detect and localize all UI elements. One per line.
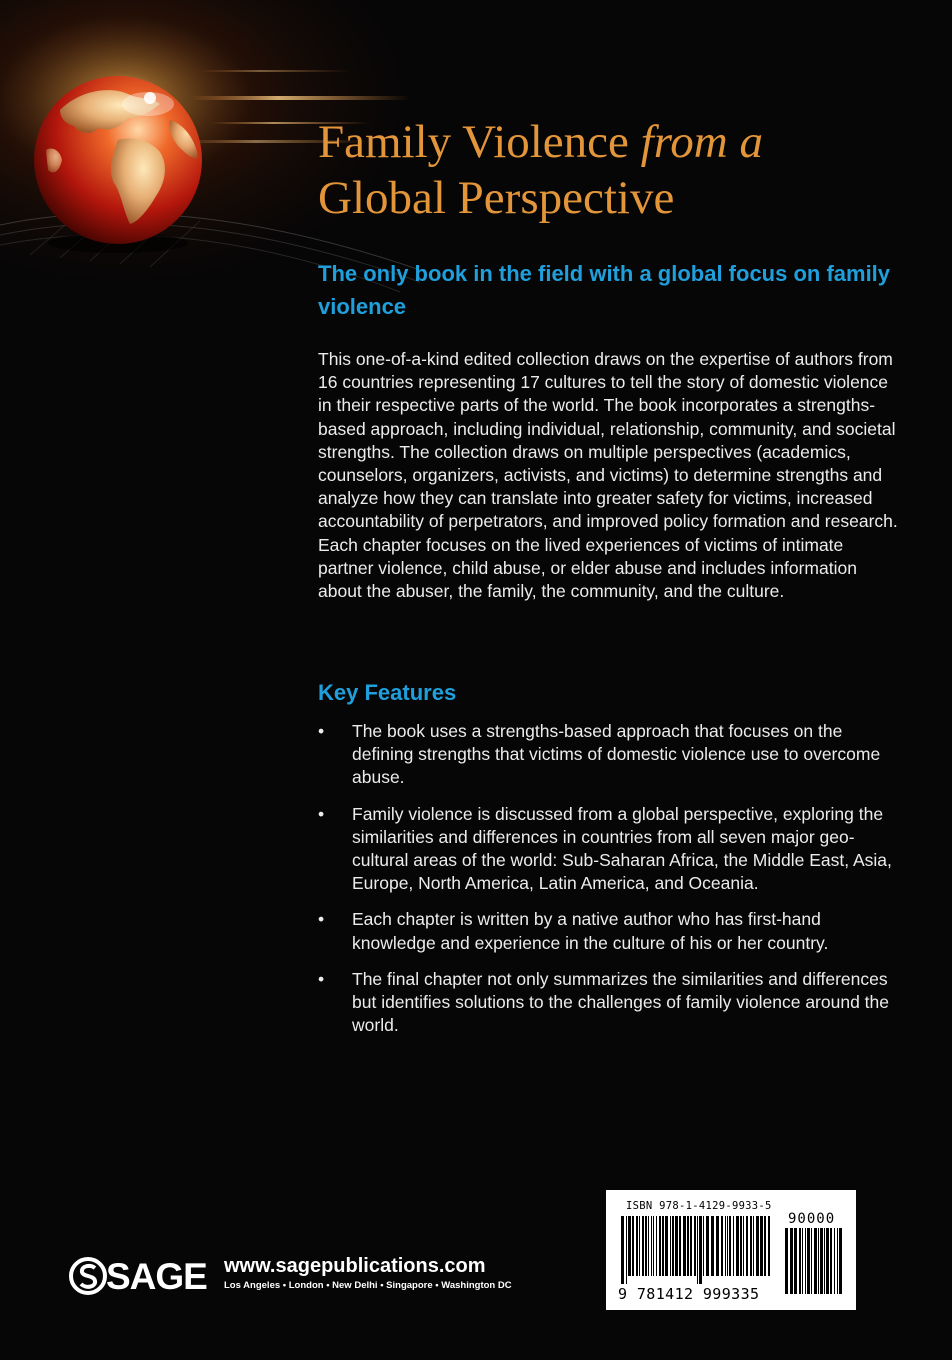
barcode-bar xyxy=(826,1228,829,1294)
barcode-bar xyxy=(703,1216,704,1276)
barcode-bar xyxy=(790,1228,793,1294)
barcode-bar xyxy=(746,1216,748,1276)
barcode-bar xyxy=(645,1216,647,1276)
barcode-bar xyxy=(665,1216,668,1276)
barcode-bar xyxy=(672,1216,674,1276)
barcode-bar xyxy=(802,1228,803,1294)
barcode-bar xyxy=(632,1216,634,1276)
barcode-bar xyxy=(753,1216,754,1276)
feature-item xyxy=(318,908,898,954)
barcode-bar xyxy=(679,1216,681,1276)
book-description: This one-of-a-kind edited collection draws on the expertise of authors from 16 countries representing 17 cultures to tell the story of domestic violence in their respective parts of the world. The book incorporates a strengths-based approach, including individual, relationship, community, and societal strengths. The collection draws on multiple perspectives (academics, counselors, organizers, activists, and victims) to determine strengths and analyze how they can translate into greater safety for victims, increased accountability of perpetrators, and improved policy formation and research. Each chapter focuses on the lived experiences of victims of intimate partner violence, child abuse, or elder abuse and includes information about the abuser, the family, the community, and the culture. xyxy=(318,349,898,602)
barcode-bar xyxy=(733,1216,734,1276)
sage-logo-text: SAGE xyxy=(106,1256,207,1297)
barcode-bar xyxy=(814,1228,817,1294)
isbn-barcode xyxy=(606,1190,856,1310)
barcode-bar xyxy=(799,1228,801,1294)
feature-text: Each chapter is written by a native author who has first-hand knowledge and experience in the culture of his or her country. xyxy=(352,909,829,953)
sage-swirl-icon xyxy=(68,1255,110,1297)
barcode-bar xyxy=(636,1216,638,1276)
barcode-bar xyxy=(690,1216,692,1276)
barcode-bar xyxy=(820,1228,823,1294)
title-italic: from a xyxy=(640,116,763,168)
publisher-cities: Los Angeles • London • New Delhi • Singapore • Washington DC xyxy=(224,1280,512,1291)
title-part-1: Family Violence xyxy=(318,116,641,168)
barcode-bar xyxy=(628,1216,631,1276)
feature-text: Family violence is discussed from a global perspective, exploring the similarities and differences in countries from all seven major geo-cultural areas of the world: Sub-Saharan Africa, the Middle East, Asia, Europe, North America, Latin America, and Oceania. xyxy=(352,803,892,894)
barcode-bar xyxy=(675,1216,678,1276)
barcode-bar xyxy=(807,1228,810,1294)
barcode-bar xyxy=(764,1216,766,1276)
feature-text: The book uses a strengths-based approach that focuses on the defining strengths that victims of domestic violence use to overcome abuse. xyxy=(352,721,881,788)
barcode-bar xyxy=(839,1228,842,1294)
barcode-bar xyxy=(651,1216,652,1276)
barcode-bar xyxy=(697,1216,698,1284)
barcode-bar xyxy=(837,1228,838,1294)
barcode-bar xyxy=(818,1228,819,1294)
bullet-icon: • xyxy=(318,803,325,824)
barcode-bar xyxy=(648,1216,649,1276)
bullet-icon: • xyxy=(318,968,325,989)
barcode-bar xyxy=(785,1228,788,1294)
price-code: 90000 xyxy=(788,1211,836,1227)
feature-text: The final chapter not only summarizes the similarities and differences but identifies solutions to the challenges of family violence around the world. xyxy=(352,968,889,1036)
barcode-bar xyxy=(711,1216,714,1276)
barcode-bar xyxy=(721,1216,723,1276)
barcode-bar xyxy=(736,1216,739,1276)
barcode-bar xyxy=(740,1216,742,1276)
feature-item xyxy=(318,720,898,790)
barcode-bars xyxy=(620,1216,774,1284)
barcode-bar xyxy=(729,1216,731,1276)
tagline: The only book in the field with a global focus on family violence xyxy=(318,261,891,319)
barcode-bar xyxy=(642,1216,644,1276)
key-features-list xyxy=(318,720,898,1050)
feature-item xyxy=(318,803,898,896)
bullet-icon: • xyxy=(318,909,325,930)
barcode-bar xyxy=(830,1228,832,1294)
publisher-url: www.sagepublications.com xyxy=(224,1255,486,1277)
barcode-addon-bars xyxy=(784,1228,844,1302)
isbn-label: ISBN 978-1-4129-9933-5 xyxy=(626,1200,772,1212)
barcode-bar xyxy=(683,1216,686,1276)
barcode-bar xyxy=(794,1228,797,1294)
barcode-bar xyxy=(727,1216,728,1276)
barcode-bar xyxy=(743,1216,744,1276)
barcode-bar xyxy=(805,1228,806,1294)
barcode-bar xyxy=(659,1216,661,1276)
barcode-digits: 9 781412 999335 xyxy=(618,1285,760,1303)
barcode-bar xyxy=(639,1216,640,1276)
barcode-bar xyxy=(687,1216,689,1276)
barcode-bar xyxy=(725,1216,726,1276)
barcode-bar xyxy=(670,1216,671,1276)
barcode-bar xyxy=(656,1216,657,1276)
barcode-bar xyxy=(653,1216,654,1276)
barcode-bar xyxy=(626,1216,627,1284)
book-title xyxy=(318,114,938,226)
barcode-bar xyxy=(756,1216,759,1276)
barcode-bar xyxy=(824,1228,825,1294)
feature-item xyxy=(318,968,898,1038)
key-features-heading: Key Features xyxy=(318,680,457,705)
barcode-bar xyxy=(694,1216,696,1276)
barcode-bar xyxy=(621,1216,624,1284)
barcode-bar xyxy=(706,1216,709,1276)
barcode-bar xyxy=(760,1216,763,1276)
barcode-bar xyxy=(834,1228,835,1294)
barcode-bar xyxy=(768,1216,770,1276)
barcode-bar xyxy=(699,1216,702,1284)
barcode-bar xyxy=(662,1216,664,1276)
barcode-bar xyxy=(750,1216,752,1276)
barcode-bar xyxy=(716,1216,719,1276)
barcode-bar xyxy=(811,1228,812,1294)
bullet-icon: • xyxy=(318,721,325,741)
title-part-2: Global Perspective xyxy=(318,172,675,224)
